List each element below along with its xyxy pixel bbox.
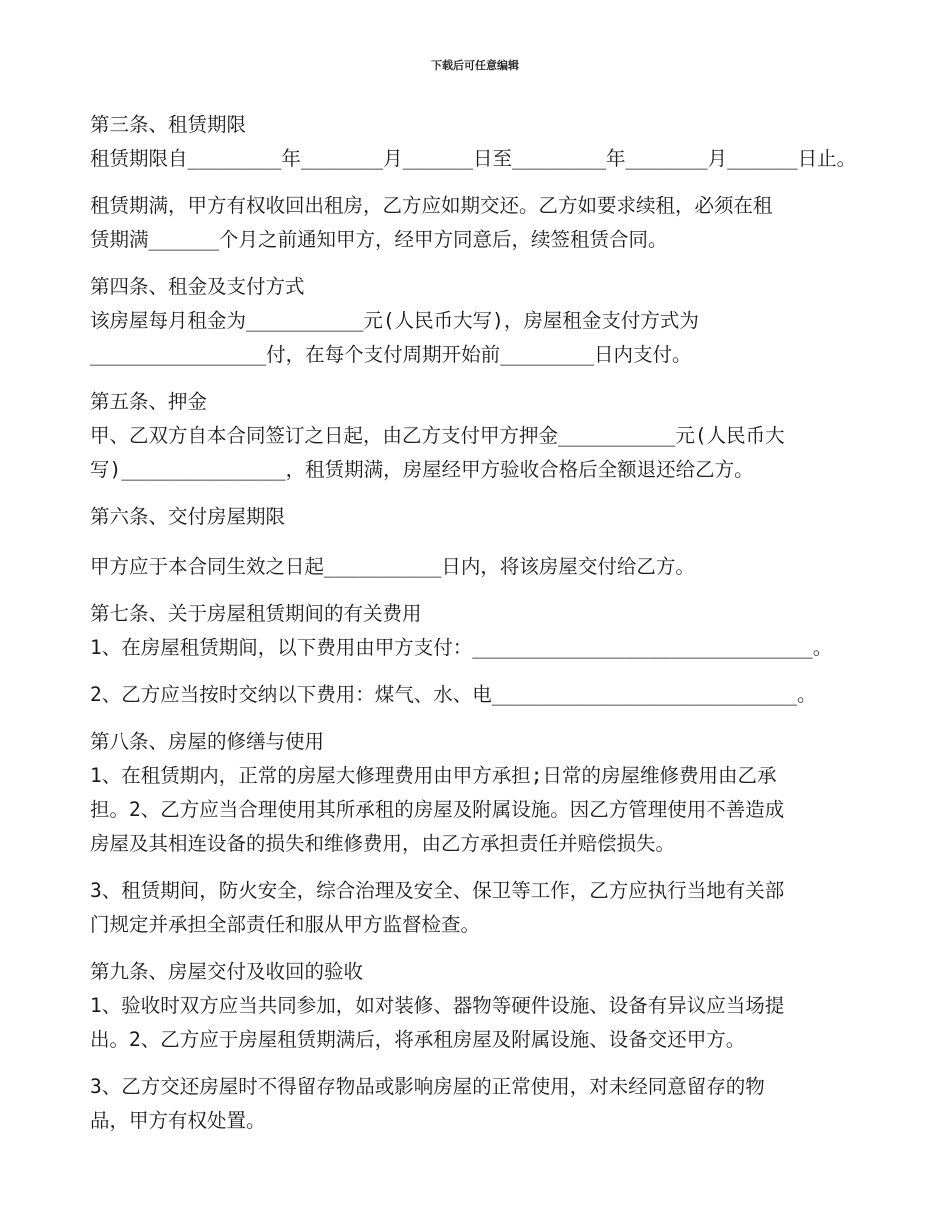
article-8-line: 门规定并承担全部责任和服从甲方监督检查。 — [90, 913, 481, 936]
article-8-title: 第八条、房屋的修缮与使用 — [90, 730, 325, 753]
article-3-line: 租赁期满，甲方有权收回出租房，乙方应如期交还。乙方如要求续租，必须在租 — [90, 194, 773, 217]
article-6-line: 甲方应于本合同生效之日起__________日内，将该房屋交付给乙方。 — [90, 555, 695, 578]
article-3-title: 第三条、租赁期限 — [90, 113, 247, 136]
article-9-line: 1、验收时双方应当共同参加，如对装修、器物等硬件设施、设备有异议应当场提 — [90, 994, 785, 1017]
article-8-line: 房屋及其相连设备的损失和维修费用，由乙方承担责任并赔偿损失。 — [90, 832, 676, 855]
article-9-title: 第九条、房屋交付及收回的验收 — [90, 960, 364, 983]
article-8-line: 3、租赁期间，防火安全，综合治理及安全、保卫等工作，乙方应执行当地有关部 — [90, 879, 785, 902]
article-5-title: 第五条、押金 — [90, 390, 208, 413]
document-body — [90, 108, 860, 1138]
article-9-line: 品，甲方有权处置。 — [90, 1109, 266, 1132]
article-7-line: 2、乙方应当按时交纳以下费用：煤气、水、电__________________________。 — [90, 683, 817, 706]
article-7-line: 1、在房屋租赁期间，以下费用由甲方支付：_____________________________。 — [90, 636, 833, 659]
article-4-line: _______________付，在每个支付周期开始前________日内支付。 — [90, 343, 692, 366]
article-8-line: 1、在租赁期内，正常的房屋大修理费用由甲方承担;日常的房屋维修费用由乙承 — [90, 764, 777, 787]
article-3-line: 租赁期限自________年_______月______日至________年_______月______日止。 — [90, 147, 857, 170]
article-5-line: 甲、乙双方自本合同签订之日起，由乙方支付甲方押金__________元(人民币大 — [90, 424, 785, 447]
article-6-title: 第六条、交付房屋期限 — [90, 505, 286, 528]
article-4-title: 第四条、租金及支付方式 — [90, 275, 305, 298]
article-9-line: 3、乙方交还房屋时不得留存物品或影响房屋的正常使用，对未经同意留存的物 — [90, 1075, 765, 1098]
article-5-line: 写)______________，租赁期满，房屋经甲方验收合格后全额退还给乙方。 — [90, 458, 754, 481]
article-4-line: 该房屋每月租金为__________元(人民币大写)，房屋租金支付方式为 — [90, 309, 699, 332]
article-9-line: 出。2、乙方应于房屋租赁期满后，将承租房屋及附属设施、设备交还甲方。 — [90, 1028, 746, 1051]
article-3-line: 赁期满______个月之前通知甲方，经甲方同意后，续签租赁合同。 — [90, 228, 668, 251]
article-7-title: 第七条、关于房屋租赁期间的有关费用 — [90, 602, 422, 625]
article-8-line: 担。2、乙方应当合理使用其所承租的房屋及附属设施。因乙方管理使用不善造成 — [90, 798, 785, 821]
page-header: 下载后可任意编辑 — [431, 59, 519, 72]
